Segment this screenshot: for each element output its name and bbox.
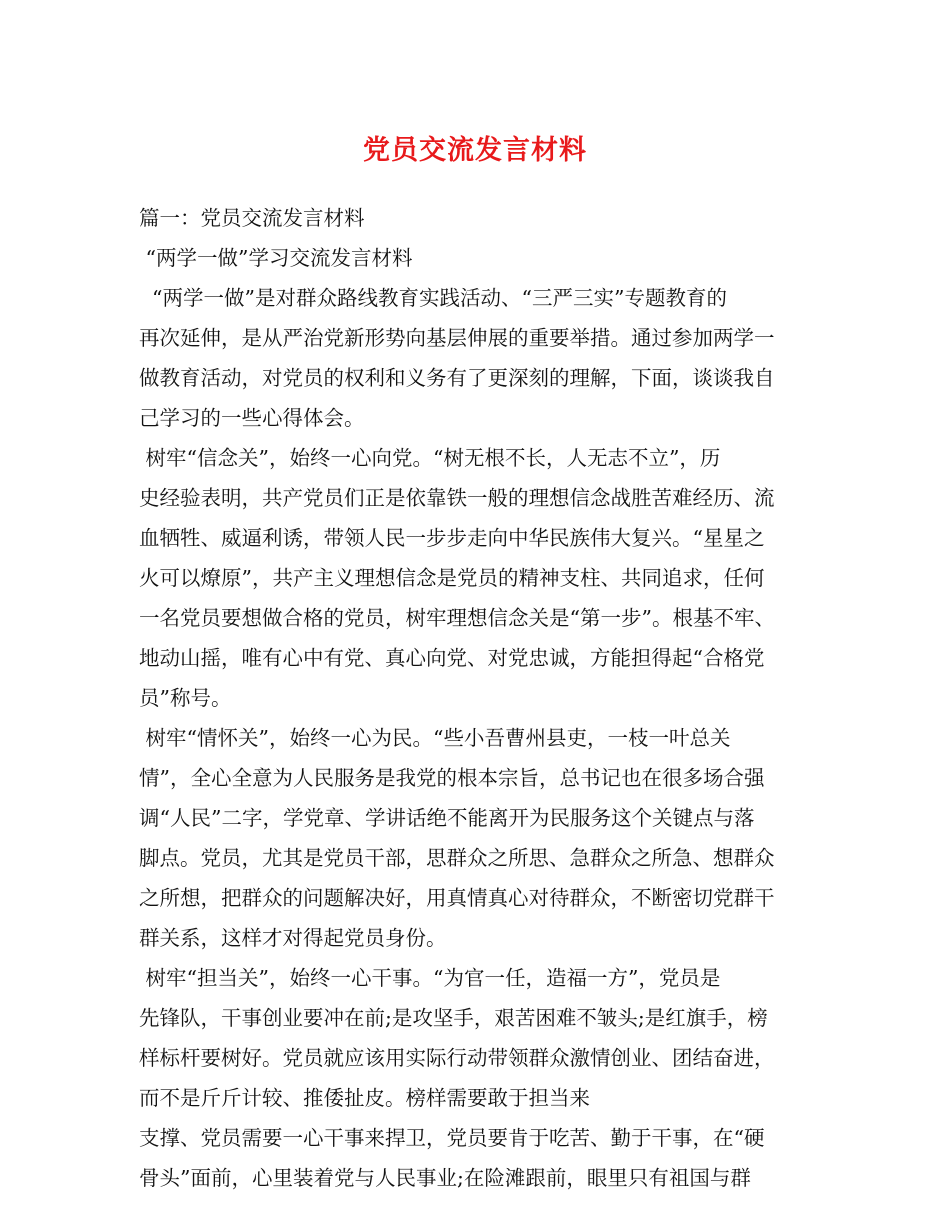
text-line: 树牢“担当关”，始终一心干事。“为官一任，造福一方”，党员是 <box>139 966 721 990</box>
text-line: 支撑、党员需要一心干事来捍卫，党员要肯于吃苦、勤于干事，在“硬 <box>139 1126 765 1150</box>
text-line: 血牺牲、威逼利诱，带领人民一步步走向中华民族伟大复兴。“星星之 <box>139 526 765 550</box>
text-line: 脚点。党员，尤其是党员干部，思群众之所思、急群众之所急、想群众 <box>139 846 775 870</box>
text-line: 骨头”面前，心里装着党与人民事业;在险滩跟前，眼里只有祖国与群 <box>139 1166 751 1190</box>
text-line: 地动山摇，唯有心中有党、真心向党、对党忠诚，方能担得起“合格党 <box>139 646 765 670</box>
text-line: 己学习的一些心得体会。 <box>139 406 365 430</box>
text-line: 员”称号。 <box>139 686 232 710</box>
text-line: 篇一：党员交流发言材料 <box>139 206 365 230</box>
text-line: 群关系，这样才对得起党员身份。 <box>139 926 447 950</box>
text-line: 之所想，把群众的问题解决好，用真情真心对待群众，不断密切党群干 <box>139 886 775 910</box>
text-line: 史经验表明，共产党员们正是依靠铁一般的理想信念战胜苦难经历、流 <box>139 486 775 510</box>
text-line: 再次延伸，是从严治党新形势向基层伸展的重要举措。通过参加两学一 <box>139 326 775 350</box>
text-line: “两学一做”是对群众路线教育实践活动、“三严三实”专题教育的 <box>139 286 727 310</box>
text-line: 而不是斤斤计较、推倭扯皮。榜样需要敢于担当来 <box>139 1086 590 1110</box>
text-line: 一名党员要想做合格的党员，树牢理想信念关是“第一步”。根基不牢、 <box>139 606 775 630</box>
text-line: 树牢“情怀关”，始终一心为民。“些小吾曹州县吏，一枝一叶总关 <box>139 726 731 750</box>
document-body <box>139 198 829 1198</box>
text-line: 先锋队，干事创业要冲在前;是攻坚手，艰苦困难不皱头;是红旗手，榜 <box>139 1006 768 1030</box>
text-line: 火可以燎原”，共产主义理想信念是党员的精神支柱、共同追求，任何 <box>139 566 765 590</box>
text-line: 树牢“信念关”，始终一心向党。“树无根不长，人无志不立”，历 <box>139 446 721 470</box>
text-line: “两学一做”学习交流发言材料 <box>139 246 413 270</box>
text-line: 情”，全心全意为人民服务是我党的根本宗旨，总书记也在很多场合强 <box>139 766 765 790</box>
text-line: 样标杆要树好。党员就应该用实际行动带领群众激情创业、团结奋进， <box>139 1046 775 1070</box>
document-title: 党员交流发言材料 <box>363 135 587 166</box>
text-line: 调“人民”二字，学党章、学讲话绝不能离开为民服务这个关键点与落 <box>139 806 755 830</box>
text-line: 做教育活动，对党员的权利和义务有了更深刻的理解，下面，谈谈我自 <box>139 366 775 390</box>
